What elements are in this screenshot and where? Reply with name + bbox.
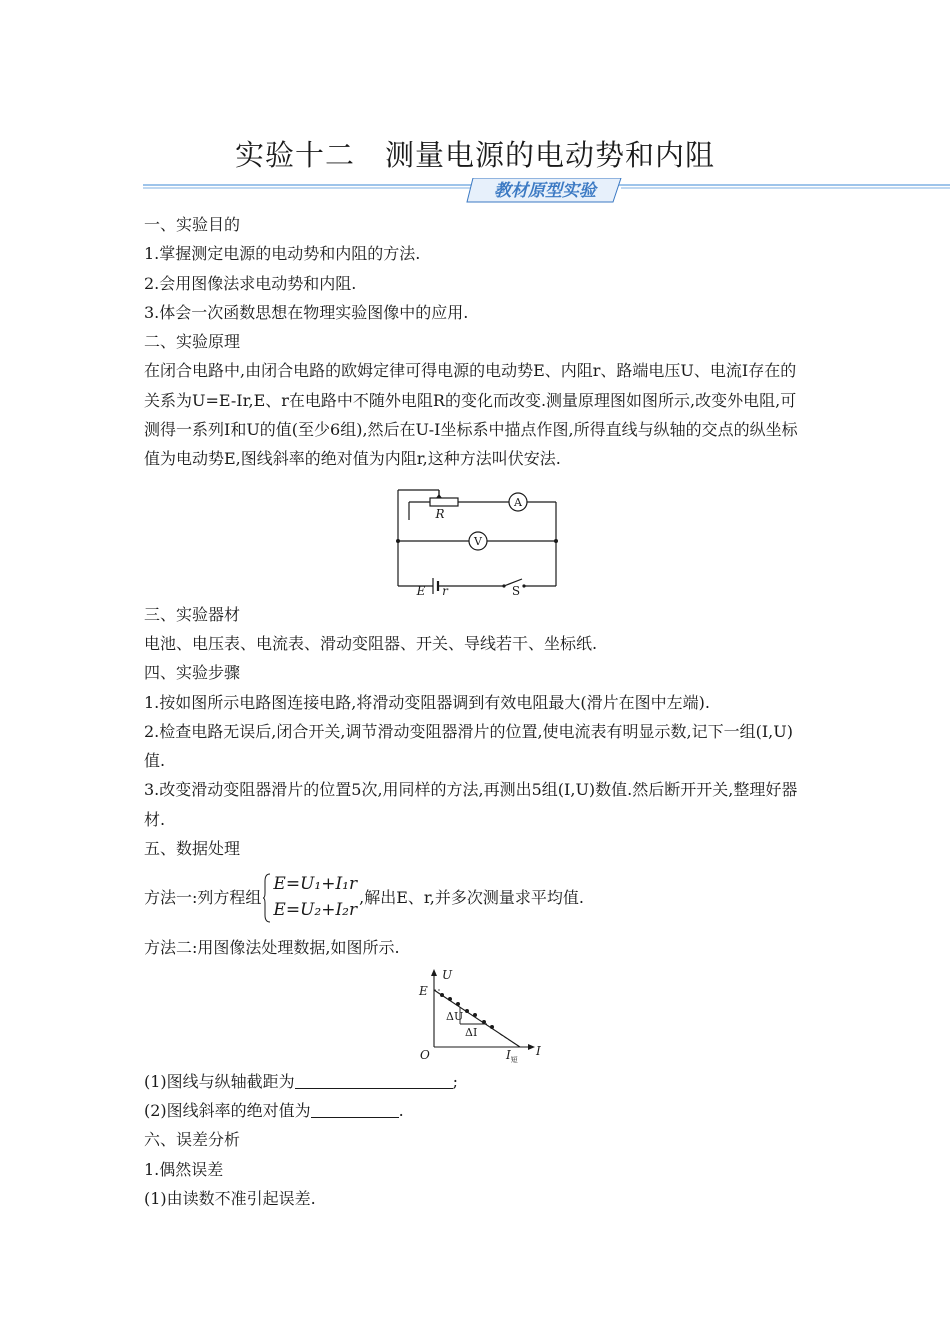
method1-prefix: 方法一:列方程组 [144, 887, 262, 907]
banner-label: 教材原型实验 [494, 181, 596, 200]
label-A: A [514, 495, 522, 509]
equipment-list: 电池、电压表、电流表、滑动变阻器、开关、导线若干、坐标纸. [144, 633, 598, 653]
list-item: 2.检查电路无误后,闭合开关,调节滑动变阻器滑片的位置,使电流表有明显示数,记下一组(I,U)值. [144, 721, 793, 771]
list-item: 3.改变滑动变阻器滑片的位置5次,用同样的方法,再测出5组(I,U)数值.然后断开开关,整理好器材. [144, 780, 798, 829]
method1-suffix: ,解出E、r,并多次测量求平均值. [359, 887, 584, 907]
method-two-line: 方法二:用图像法处理数据,如图所示. [144, 938, 400, 958]
u-i-graph [414, 967, 544, 1063]
answer-blank-1[interactable] [295, 1070, 453, 1089]
section-heading-steps: 四、实验步骤 [144, 663, 241, 683]
question-2: (2)图线斜率的绝对值为 . [144, 1100, 404, 1120]
section-banner [143, 178, 950, 204]
label-r: r [442, 583, 448, 596]
equation-1: E=U₁+I₁r [273, 874, 358, 895]
document-body [144, 210, 809, 1213]
delta-U-label: ΔU [446, 1009, 464, 1023]
label-I-short: $I_短$ [506, 1047, 518, 1063]
label-R: R [435, 506, 445, 521]
rheostat-symbol [430, 498, 458, 506]
axis-label-I: I [536, 1043, 541, 1058]
list-item: 3.体会一次函数思想在物理实验图像中的应用. [144, 302, 469, 322]
axis-label-U: U [442, 967, 453, 982]
section-heading-data: 五、数据处理 [144, 839, 241, 859]
section-heading-equipment: 三、实验器材 [144, 604, 241, 624]
list-item: 1.掌握测定电源的电动势和内阻的方法. [144, 244, 421, 264]
section-heading-error: 六、误差分析 [144, 1130, 241, 1150]
label-E: E [416, 583, 426, 596]
list-item: (1)由读数不准引起误差. [144, 1188, 316, 1208]
list-item: 2.会用图像法求电动势和内阻. [144, 273, 357, 293]
label-V: V [474, 534, 482, 548]
answer-blank-2[interactable] [311, 1099, 399, 1118]
circuit-diagram [394, 478, 564, 596]
list-item: 1.按如图所示电路图连接电路,将滑动变阻器调到有效电阻最大(滑片在图中左端). [144, 692, 710, 712]
axis-label-E: E [419, 983, 428, 998]
delta-I-label: ΔI [465, 1025, 478, 1039]
question-1: (1)图线与纵轴截距为 ; [144, 1071, 459, 1091]
section-heading-principle: 二、实验原理 [144, 332, 241, 352]
page-title: 实验十二 测量电源的电动势和内阻 [234, 138, 715, 172]
principle-paragraph: 在闭合电路中,由闭合电路的欧姆定律可得电源的电动势E、内阻r、路端电压U、电流I存在的关系为U=E-Ir,E、r在电路中不随外电阻R的变化而改变.测量原理图如图所示,改变外电阻,可测得一系列I和U的值(至少6组),然后在U-I坐标系中描点作图,所得直线与纵轴的交点的纵坐标值为电动势E,图线斜率的绝对值为内阻r,这种方法叫伏安法. [144, 361, 798, 469]
equation-system [263, 871, 357, 923]
label-S: S [511, 583, 521, 596]
equation-2: E=U₂+I₂r [273, 900, 358, 921]
brace-icon [263, 873, 271, 923]
subheading-random-error: 1.偶然误差 [144, 1159, 224, 1179]
method-one-line [144, 867, 809, 927]
origin-label: O [420, 1047, 430, 1062]
section-heading-purpose: 一、实验目的 [144, 215, 241, 234]
